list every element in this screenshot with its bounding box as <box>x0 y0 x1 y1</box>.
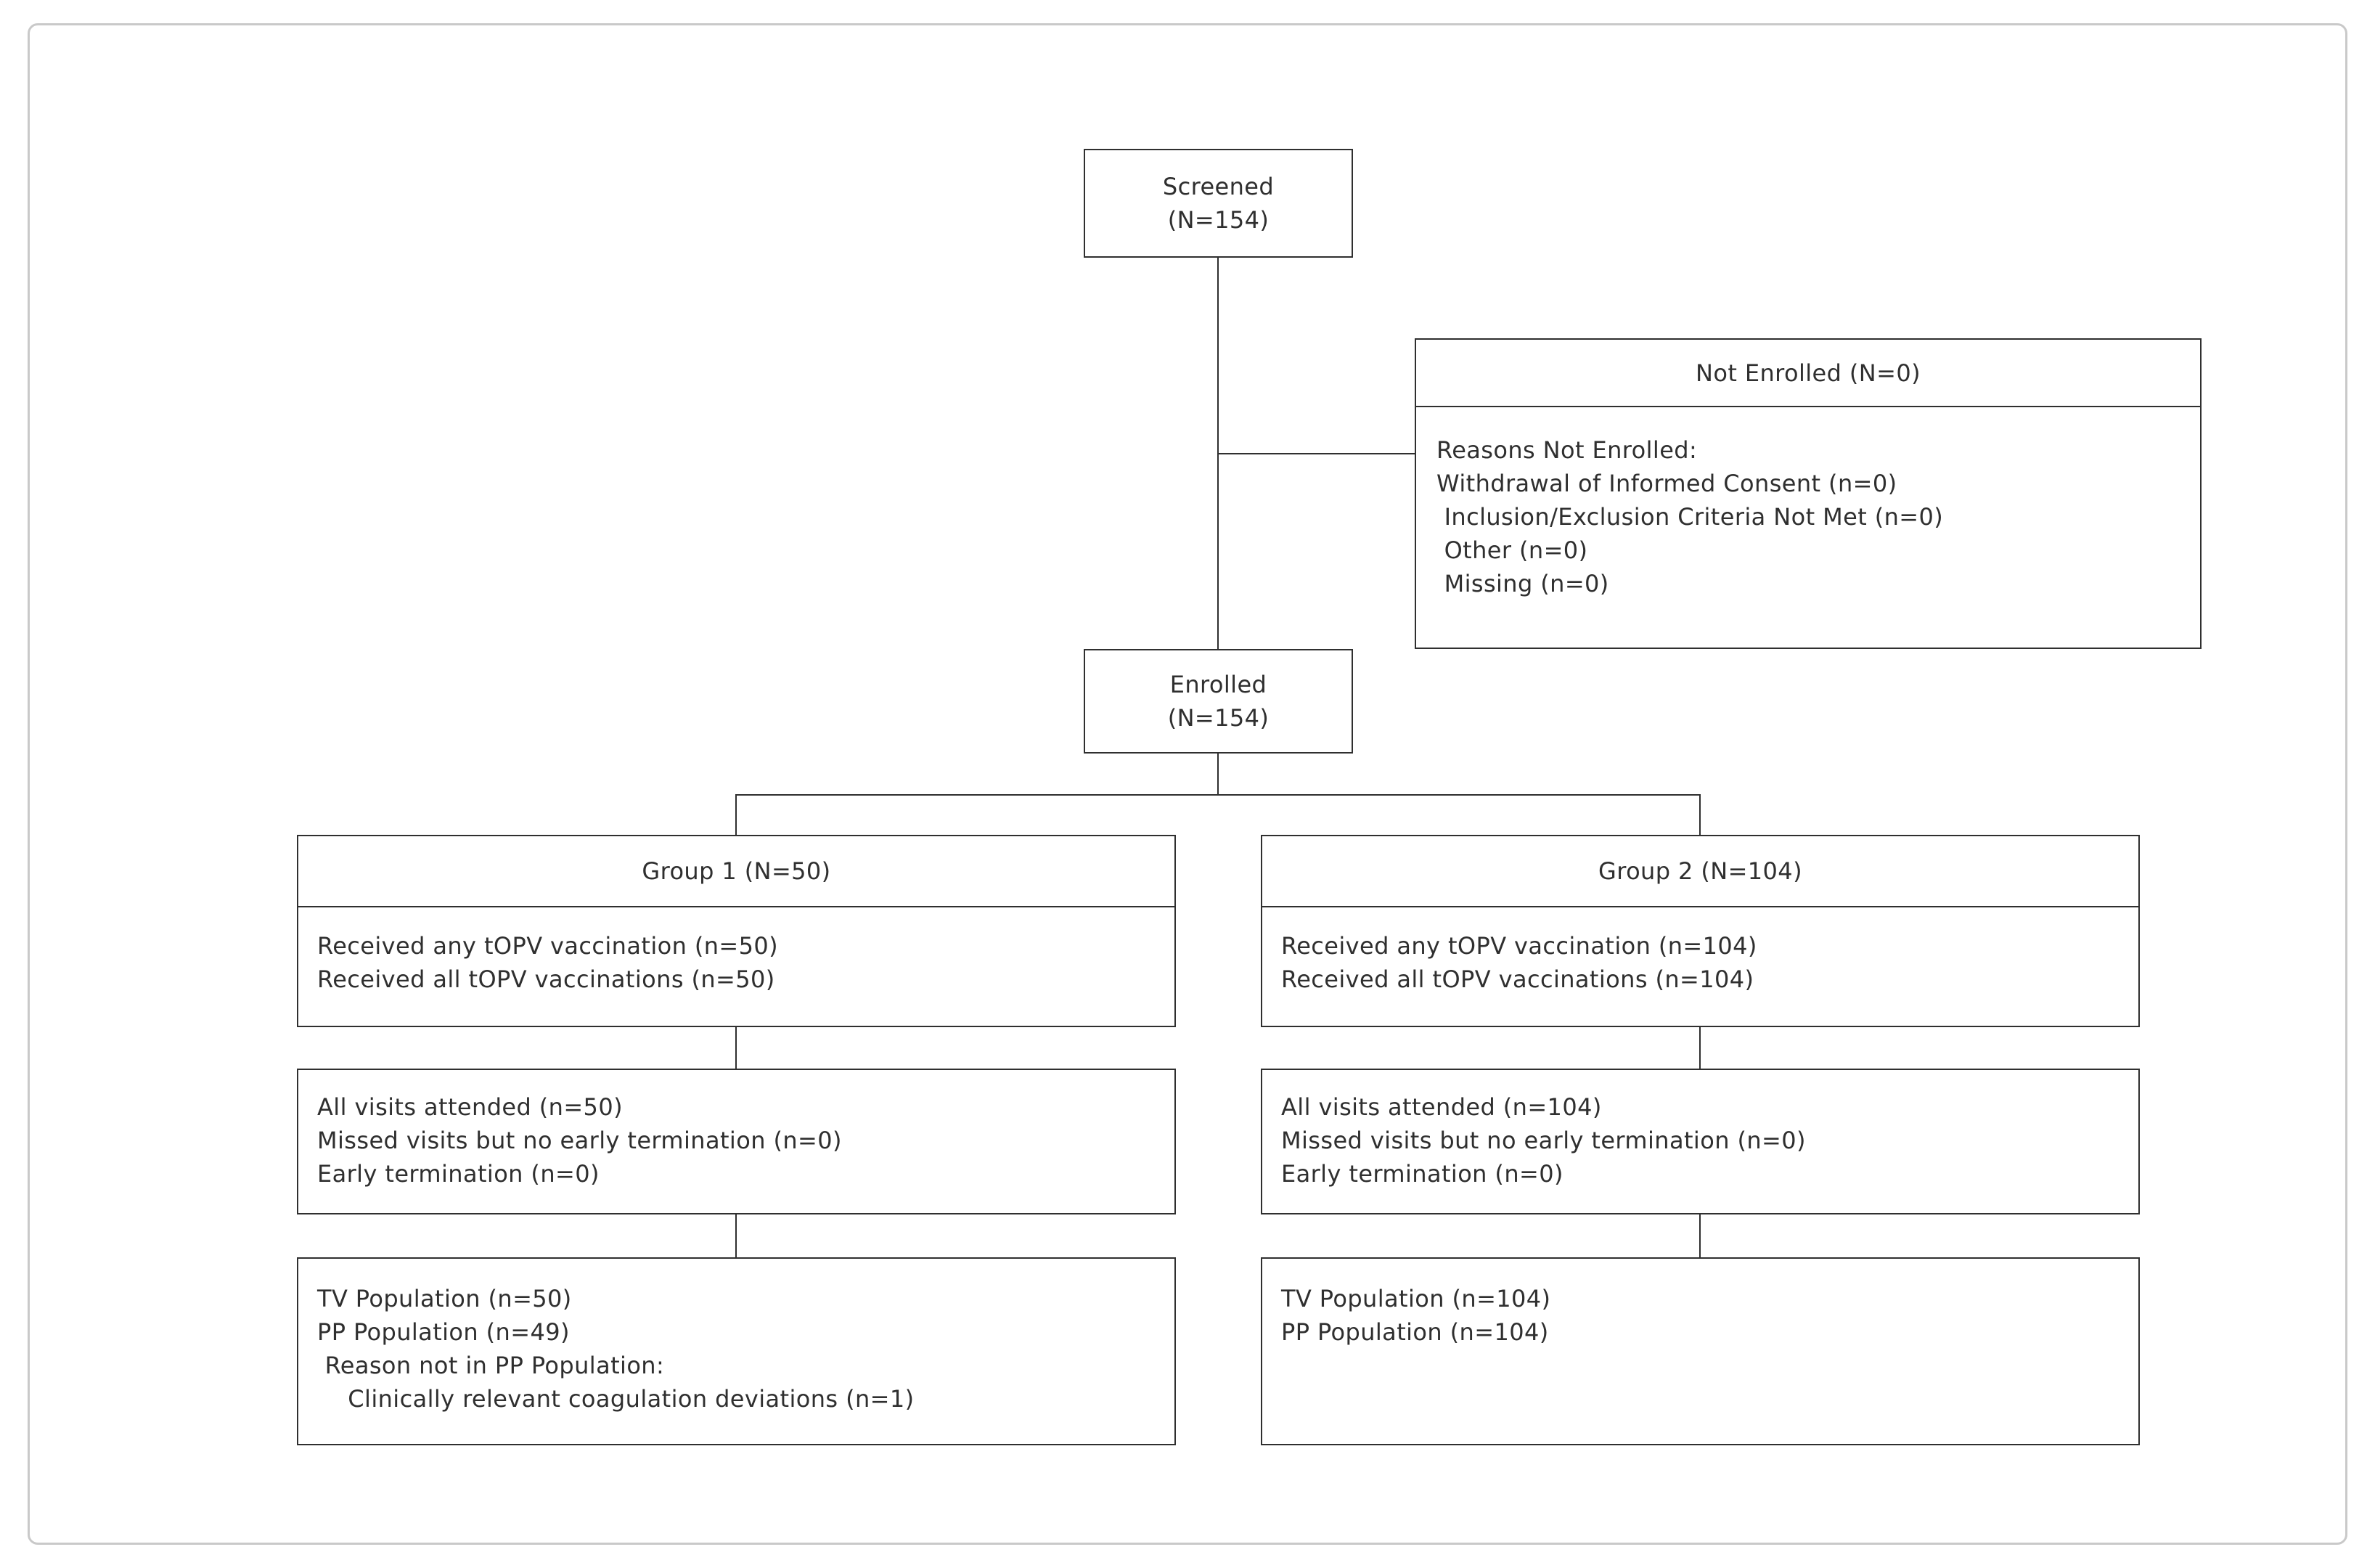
group1-visits-line: Missed visits but no early termination (n=0) <box>317 1127 842 1154</box>
group1-population-box <box>297 1257 1176 1445</box>
not-enrolled-header <box>1416 340 2200 407</box>
group1-vaccination-line: Received all tOPV vaccinations (n=50) <box>317 965 775 993</box>
group1-box <box>297 835 1176 1027</box>
group1-population-line: Clinically relevant coagulation deviations (n=1) <box>317 1385 915 1413</box>
screened-label: Screened <box>1162 173 1275 200</box>
not-enrolled-box <box>1415 338 2202 649</box>
connector-group1-to-population <box>735 1213 737 1259</box>
enrolled-label: Enrolled <box>1169 671 1267 698</box>
group1-visits-line: Early termination (n=0) <box>317 1160 600 1188</box>
connector-to-not-enrolled <box>1217 453 1416 454</box>
not-enrolled-line: Reasons Not Enrolled: <box>1436 436 1698 464</box>
group2-population-box <box>1261 1257 2140 1445</box>
group2-header <box>1262 836 2138 907</box>
connector-branch-to-group2 <box>1699 794 1701 836</box>
group2-visits-line: All visits attended (n=104) <box>1281 1093 1602 1121</box>
group2-vaccination-line: Received any tOPV vaccination (n=104) <box>1281 932 1757 960</box>
screened-count: (N=154) <box>1167 206 1270 234</box>
group1-visits-box <box>297 1069 1176 1214</box>
connector-group2-to-population <box>1699 1213 1701 1259</box>
group2-title: Group 2 (N=104) <box>1598 857 1802 885</box>
group2-visits-body <box>1262 1070 2138 1191</box>
not-enrolled-line: Withdrawal of Informed Consent (n=0) <box>1436 470 1897 497</box>
group1-title: Group 1 (N=50) <box>642 857 831 885</box>
not-enrolled-line: Other (n=0) <box>1436 536 1588 564</box>
group2-vaccination-line: Received all tOPV vaccinations (n=104) <box>1281 965 1754 993</box>
group2-visits-line: Early termination (n=0) <box>1281 1160 1563 1188</box>
not-enrolled-title: Not Enrolled (N=0) <box>1696 359 1921 387</box>
group1-visits-body <box>298 1070 1174 1191</box>
branch-line <box>735 794 1701 796</box>
group2-population-line: PP Population (n=104) <box>1281 1318 1549 1346</box>
not-enrolled-line: Inclusion/Exclusion Criteria Not Met (n=0) <box>1436 503 1944 531</box>
group2-visits-line: Missed visits but no early termination (n=0) <box>1281 1127 1806 1154</box>
connector-branch-to-group1 <box>735 794 737 836</box>
not-enrolled-line: Missing (n=0) <box>1436 570 1609 597</box>
group2-population-body <box>1262 1259 2138 1349</box>
group1-population-line: TV Population (n=50) <box>317 1285 572 1312</box>
connector-group1-to-visits <box>735 1026 737 1070</box>
group2-visits-box <box>1261 1069 2140 1214</box>
group2-population-line: TV Population (n=104) <box>1281 1285 1551 1312</box>
enrolled-box <box>1084 649 1353 754</box>
group1-population-line: Reason not in PP Population: <box>317 1352 665 1379</box>
screened-box <box>1084 149 1353 258</box>
group1-population-body <box>298 1259 1174 1416</box>
group1-header <box>298 836 1174 907</box>
group2-vaccination-body <box>1262 907 2138 996</box>
group1-vaccination-body <box>298 907 1174 996</box>
not-enrolled-body <box>1416 407 2200 600</box>
connector-enrolled-to-branch <box>1217 752 1219 796</box>
group1-vaccination-line: Received any tOPV vaccination (n=50) <box>317 932 779 960</box>
group2-box <box>1261 835 2140 1027</box>
enrolled-count: (N=154) <box>1167 704 1270 732</box>
group1-population-line: PP Population (n=49) <box>317 1318 570 1346</box>
group1-visits-line: All visits attended (n=50) <box>317 1093 623 1121</box>
connector-group2-to-visits <box>1699 1026 1701 1070</box>
